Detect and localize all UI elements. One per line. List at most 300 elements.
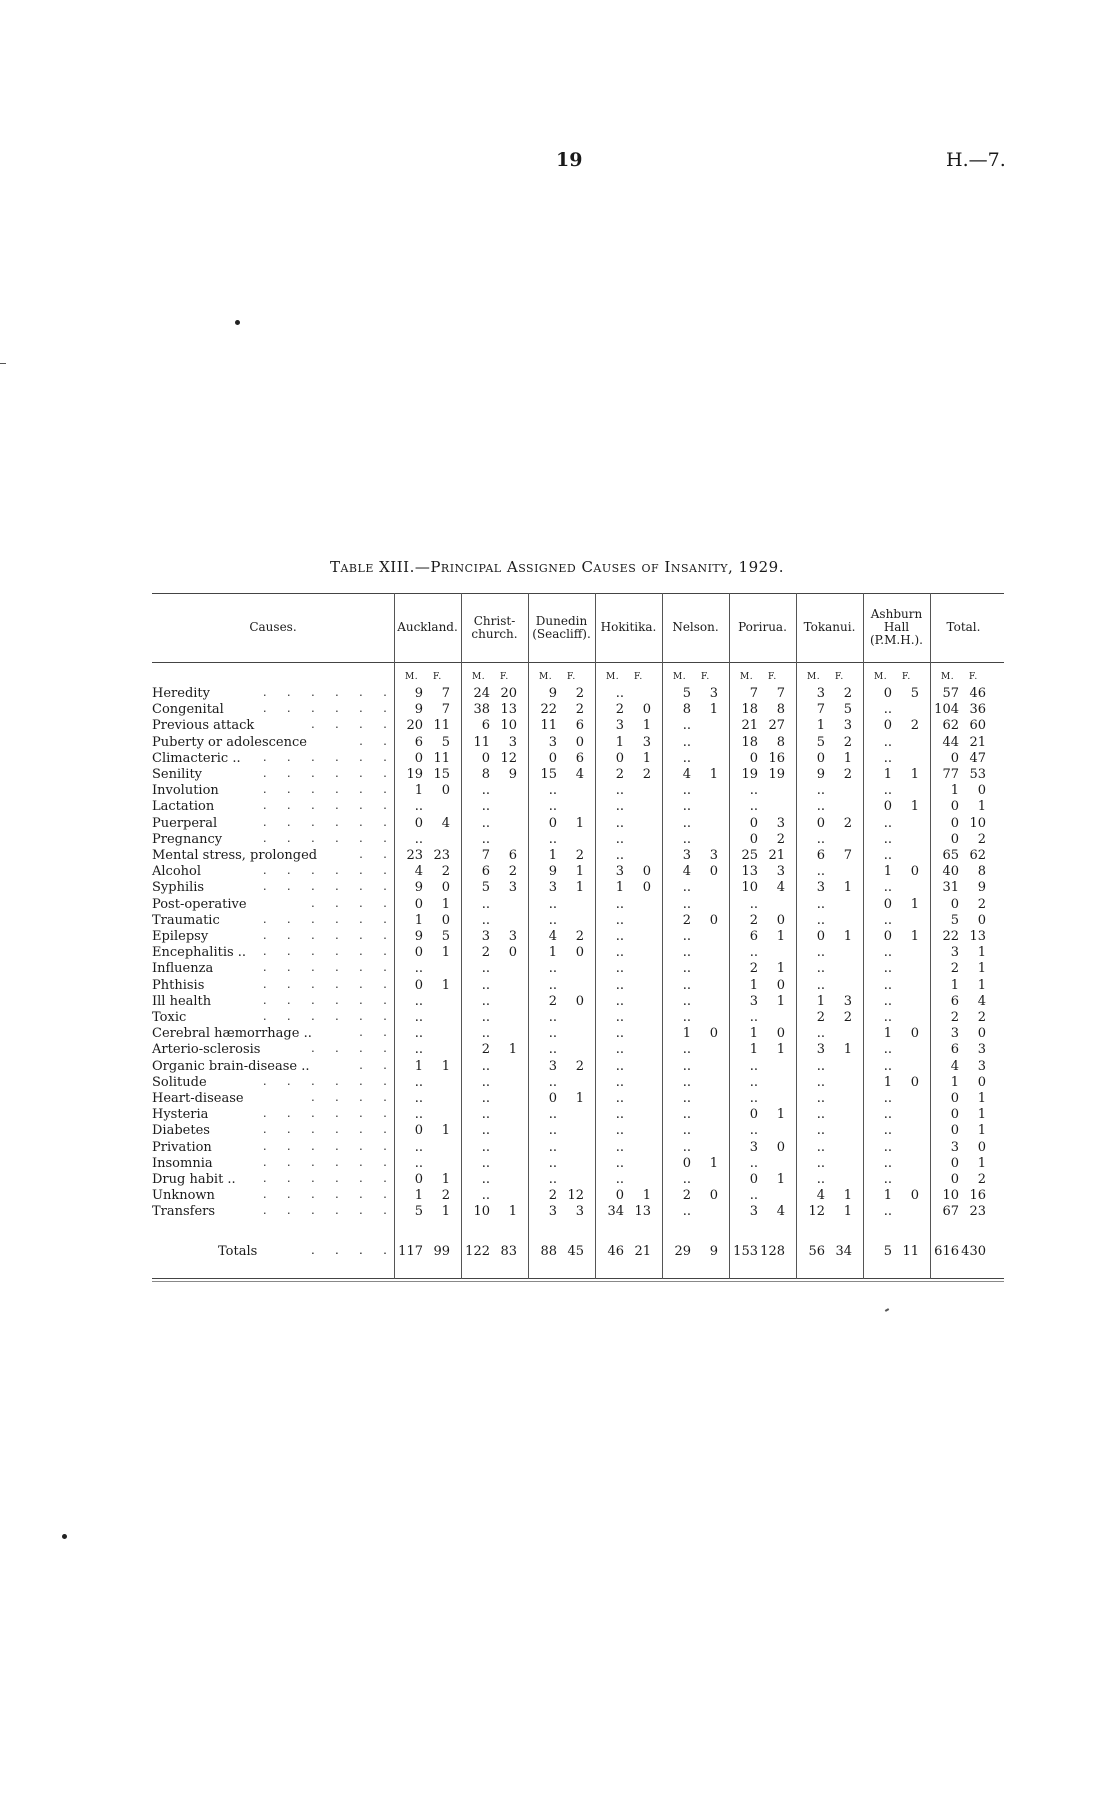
cell-dunedin-male: 2 [548,1188,557,1204]
cell-auckland-male: 1 [414,1058,423,1074]
cell-total-male: 1 [950,1074,959,1090]
dot-leaders: . . . . [309,898,394,910]
cell-christchurch-male: .. [481,896,490,912]
dot-leaders: . . [357,736,394,748]
cell-tokanui-male: 5 [816,734,825,750]
dot-leaders: . . . . . . [261,931,394,942]
table-row [152,848,1004,864]
table-row [152,735,1004,751]
cell-hokitika-male: 3 [615,718,624,734]
cell-total-male: 2 [950,1010,959,1025]
column-header-tokanui: Tokanui. [803,620,856,634]
cell-dunedin-male: 3 [548,734,557,750]
cell-auckland-male: 20 [406,718,423,734]
cell-nelson-male: 4 [682,767,691,782]
table-row [152,1010,1004,1026]
cause-label: Traumatic [152,912,220,928]
total-dunedin-female: 45 [567,1244,584,1259]
cell-tokanui-male: .. [816,864,825,880]
cell-ashburn-hall-female: 0 [910,1026,919,1042]
cell-nelson-male: .. [682,1091,691,1106]
cell-auckland-female: 1 [441,1204,450,1220]
cell-hokitika-female: 3 [642,734,651,750]
cell-porirua-female: 1 [776,1172,785,1187]
cell-total-male: 0 [950,750,959,766]
cell-hokitika-male: .. [615,686,624,701]
cell-christchurch-female: 6 [508,848,517,863]
cell-tokanui-male: 2 [816,1010,825,1025]
cell-tokanui-male: 3 [816,1042,825,1058]
cause-label: Encephalitis .. [152,945,247,961]
cell-ashburn-hall-male: 0 [883,799,892,815]
table-row [152,913,1004,929]
cell-dunedin-female: 6 [575,718,584,734]
cell-hokitika-male: .. [615,1091,624,1106]
cell-dunedin-male: .. [548,1010,557,1025]
dot-leaders: . . . . . . [261,1141,394,1153]
cell-tokanui-female: 1 [843,1204,852,1220]
sex-label-female: F. [500,672,509,682]
cell-tokanui-male: .. [816,799,825,815]
cell-christchurch-female: 9 [508,767,517,782]
sex-label-female: F. [969,672,978,682]
cause-label: Arterio-sclerosis [152,1042,261,1058]
cell-dunedin-male: 2 [548,993,557,1009]
total-hokitika-female: 21 [634,1244,651,1259]
dot-leaders: . . [357,1060,394,1072]
cell-ashburn-hall-female: 1 [910,896,919,912]
cell-dunedin-male: 11 [540,718,557,734]
column-header-porirua: Porirua. [738,620,787,634]
cell-dunedin-male: .. [548,1172,557,1187]
cell-auckland-female: 11 [433,718,450,734]
table-row [152,799,1004,815]
cell-tokanui-female: 1 [843,1188,852,1204]
cell-tokanui-female: 3 [843,993,852,1009]
dot-leaders: . . . . . . [261,1109,394,1121]
cell-dunedin-male: .. [548,961,557,977]
cell-total-male: 4 [950,1058,959,1074]
cell-porirua-male: 1 [749,977,758,993]
cell-auckland-female: 0 [441,880,450,896]
cell-ashburn-hall-male: .. [883,961,892,977]
cell-auckland-male: 0 [414,1172,423,1187]
cell-auckland-male: 9 [414,686,423,701]
cell-tokanui-male: .. [816,1058,825,1074]
cell-christchurch-male: 3 [481,929,490,944]
cell-hokitika-male: .. [615,945,624,961]
cell-dunedin-female: 6 [575,750,584,766]
cell-dunedin-male: .. [548,1155,557,1171]
cell-hokitika-male: .. [615,912,624,928]
cell-christchurch-male: .. [481,1155,490,1171]
cell-hokitika-male: 1 [615,880,624,896]
cell-porirua-male: 3 [749,993,758,1009]
table-row [152,945,1004,961]
cell-auckland-male: .. [414,1155,423,1171]
cell-dunedin-male: .. [548,1123,557,1139]
cell-auckland-male: .. [414,961,423,977]
cell-christchurch-male: 24 [473,686,490,701]
cause-label: Puberty or adolescence [152,734,307,750]
dot-leaders: . . . . . . [261,1125,394,1137]
cell-tokanui-male: 9 [816,767,825,782]
dot-leaders: . . . . . . [261,1076,394,1088]
cell-auckland-male: 0 [414,750,423,766]
dot-leaders: . . [357,1028,394,1040]
cell-auckland-male: 4 [414,864,423,880]
cell-total-male: 57 [942,686,959,701]
dot-leaders: . . . . . . [261,688,394,699]
sex-label-male: M. [606,672,620,682]
cell-dunedin-male: .. [548,896,557,912]
cell-auckland-male: 19 [406,767,423,782]
table-row [152,1059,1004,1075]
cell-nelson-male: .. [682,1139,691,1155]
table-row [152,783,1004,799]
cell-total-female: 23 [969,1204,986,1220]
sex-label-female: F. [701,672,710,682]
cell-nelson-female: 3 [709,848,718,863]
cell-porirua-male: 1 [749,1042,758,1058]
cell-porirua-male: 0 [749,831,758,847]
cell-christchurch-male: 6 [481,864,490,880]
cell-total-male: 10 [942,1188,959,1204]
cell-christchurch-female: 3 [508,880,517,896]
cell-nelson-male: .. [682,880,691,896]
cell-auckland-female: 2 [441,864,450,880]
cell-christchurch-male: 5 [481,880,490,896]
cell-hokitika-male: .. [615,1026,624,1042]
cell-total-female: 1 [977,799,986,815]
cell-ashburn-hall-male: .. [883,1204,892,1220]
cause-label: Solitude [152,1074,207,1090]
cell-tokanui-female: 3 [843,718,852,734]
dot-leaders: . . . . . . [261,785,394,797]
cell-nelson-male: .. [682,977,691,993]
cell-total-female: 10 [969,815,986,831]
cell-total-male: 0 [950,1155,959,1171]
cell-total-female: 13 [969,929,986,944]
dot-leaders: . . . . . . [261,1157,394,1169]
cell-ashburn-hall-female: 0 [910,1074,919,1090]
cell-christchurch-male: .. [481,977,490,993]
cell-hokitika-female: 13 [634,1204,651,1220]
cell-dunedin-male: .. [548,783,557,799]
cell-porirua-female: 19 [768,767,785,782]
total-porirua-female: 128 [760,1244,785,1259]
cell-dunedin-male: .. [548,912,557,928]
dot-leaders: . . . . . . [261,979,394,991]
cell-total-male: 77 [942,767,959,782]
cell-auckland-female: 5 [441,734,450,750]
cell-hokitika-female: 1 [642,750,651,766]
cell-tokanui-male: .. [816,783,825,799]
cell-dunedin-male: 9 [548,864,557,880]
cell-dunedin-female: 2 [575,929,584,944]
cell-auckland-male: 9 [414,702,423,718]
cell-auckland-female: 1 [441,896,450,912]
cause-label: Phthisis [152,977,205,993]
cell-tokanui-male: 0 [816,750,825,766]
table-row [152,1172,1004,1188]
cell-auckland-female: 1 [441,1058,450,1074]
cell-ashburn-hall-male: .. [883,977,892,993]
cell-porirua-male: .. [749,1058,758,1074]
dot-leaders: . . . . . . [261,1206,394,1218]
cause-label: Lactation [152,799,215,815]
cell-nelson-female: 0 [709,864,718,880]
cell-total-female: 1 [977,1091,986,1106]
cell-hokitika-female: 1 [642,718,651,734]
cell-hokitika-male: .. [615,1042,624,1058]
total-ashburn-hall-male: 5 [883,1244,892,1259]
cell-auckland-male: .. [414,831,423,847]
cell-tokanui-male: 1 [816,718,825,734]
cell-nelson-male: 2 [682,912,691,928]
cell-total-female: 1 [977,1123,986,1139]
table-row [152,1123,1004,1139]
table-row [152,994,1004,1010]
table-row [152,1204,1004,1220]
cell-total-male: 67 [942,1204,959,1220]
cause-label: Epilepsy [152,929,209,944]
dot-leaders: . . . . . . [261,995,394,1007]
cell-tokanui-male: 0 [816,815,825,831]
cause-label: Congenital [152,702,224,718]
cell-tokanui-male: .. [816,1074,825,1090]
cell-tokanui-male: .. [816,831,825,847]
cell-tokanui-female: 2 [843,1010,852,1025]
cell-christchurch-male: .. [481,815,490,831]
cell-total-male: 0 [950,1123,959,1139]
cell-dunedin-female: 4 [575,767,584,782]
cell-porirua-male: 1 [749,1026,758,1042]
cell-christchurch-male: .. [481,783,490,799]
cell-hokitika-male: 1 [615,734,624,750]
cell-christchurch-male: .. [481,1107,490,1123]
cell-dunedin-female: 3 [575,1204,584,1220]
cell-hokitika-male: .. [615,1010,624,1025]
table-row [152,767,1004,783]
cell-nelson-male: .. [682,799,691,815]
column-header-christchurch: Christ- church. [471,613,518,641]
cause-label: Puerperal [152,815,218,831]
cell-christchurch-male: .. [481,961,490,977]
sex-label-female: F. [768,672,777,682]
cell-hokitika-male: .. [615,1107,624,1123]
cell-tokanui-male: 12 [808,1204,825,1220]
cell-ashburn-hall-male: .. [883,702,892,718]
cell-christchurch-male: .. [481,993,490,1009]
cell-christchurch-male: 7 [481,848,490,863]
cause-label: Heart-disease [152,1091,244,1106]
cell-hokitika-male: .. [615,929,624,944]
cell-porirua-male: .. [749,896,758,912]
cell-nelson-female: 0 [709,912,718,928]
total-porirua-male: 153 [733,1244,758,1259]
cell-auckland-male: 1 [414,783,423,799]
cell-tokanui-male: .. [816,977,825,993]
cell-nelson-male: .. [682,993,691,1009]
table-row [152,880,1004,896]
cell-dunedin-male: .. [548,831,557,847]
cell-auckland-female: 1 [441,1172,450,1187]
cell-porirua-male: 0 [749,750,758,766]
cell-christchurch-male: 38 [473,702,490,718]
cell-auckland-female: 0 [441,783,450,799]
cell-auckland-male: 5 [414,1204,423,1220]
cell-ashburn-hall-male: .. [883,783,892,799]
cell-tokanui-female: 1 [843,1042,852,1058]
cause-label: Hysteria [152,1107,209,1123]
sex-label-female: F. [902,672,911,682]
cell-auckland-male: .. [414,1074,423,1090]
cell-christchurch-male: .. [481,1139,490,1155]
cell-dunedin-male: .. [548,1074,557,1090]
cell-dunedin-female: 0 [575,734,584,750]
cell-total-male: 6 [950,993,959,1009]
cell-porirua-male: .. [749,783,758,799]
cell-tokanui-male: 6 [816,848,825,863]
cell-porirua-male: 2 [749,912,758,928]
cell-dunedin-female: 1 [575,864,584,880]
cell-total-male: 0 [950,896,959,912]
cell-tokanui-male: .. [816,896,825,912]
cell-tokanui-female: 2 [843,734,852,750]
cell-nelson-male: .. [682,815,691,831]
cell-dunedin-female: 12 [567,1188,584,1204]
cell-nelson-male: .. [682,1074,691,1090]
cell-ashburn-hall-female: 1 [910,767,919,782]
cell-nelson-male: .. [682,1042,691,1058]
cell-auckland-male: 9 [414,880,423,896]
totals-label: Totals [218,1244,258,1259]
cell-hokitika-male: .. [615,977,624,993]
table-title: Table XIII.—Principal Assigned Causes of Insanity, 1929. [329,558,784,576]
cell-nelson-male: .. [682,750,691,766]
dot-leaders: . . . . . . [261,866,394,878]
cell-porirua-male: 19 [741,767,758,782]
cell-total-male: 0 [950,815,959,831]
cell-total-male: 31 [942,880,959,896]
cell-auckland-female: 7 [441,702,450,718]
cell-auckland-male: 0 [414,815,423,831]
cell-tokanui-male: .. [816,1172,825,1187]
cell-ashburn-hall-male: 0 [883,718,892,734]
cell-christchurch-female: 1 [508,1042,517,1058]
cell-total-male: 104 [934,702,959,718]
cell-porirua-female: 27 [768,718,785,734]
cause-label: Heredity [152,686,210,701]
column-header-auckland: Auckland. [397,620,458,634]
cell-total-male: 2 [950,961,959,977]
cell-dunedin-male: 1 [548,945,557,961]
cell-ashburn-hall-male: .. [883,831,892,847]
cell-dunedin-male: 0 [548,750,557,766]
table-row [152,1156,1004,1172]
cell-nelson-male: 8 [682,702,691,718]
cell-total-male: 1 [950,977,959,993]
cell-christchurch-female: 0 [508,945,517,961]
table-rule [152,1281,1004,1282]
cell-auckland-female: 7 [441,686,450,701]
total-christchurch-male: 122 [465,1244,490,1259]
cell-nelson-male: .. [682,929,691,944]
cell-ashburn-hall-male: .. [883,1091,892,1106]
dot-leaders: . . . . . . [261,963,394,975]
cell-hokitika-male: .. [615,799,624,815]
sex-label-female: F. [835,672,844,682]
dot-leaders: . . . . [309,1093,394,1104]
dot-leaders: . . . . . . [261,1190,394,1202]
cell-total-male: 44 [942,734,959,750]
cell-dunedin-male: 3 [548,1204,557,1220]
cell-total-female: 46 [969,686,986,701]
sex-label-male: M. [740,672,754,682]
cell-total-female: 53 [969,767,986,782]
cell-auckland-female: 1 [441,945,450,961]
sex-label-male: M. [874,672,888,682]
cell-total-male: 6 [950,1042,959,1058]
cell-nelson-male: .. [682,783,691,799]
page-number: 19 [556,149,583,171]
cell-christchurch-male: .. [481,1188,490,1204]
table-row [152,832,1004,848]
cell-tokanui-male: 3 [816,686,825,701]
cell-porirua-female: 1 [776,1107,785,1123]
cell-porirua-male: .. [749,1010,758,1025]
total-tokanui-male: 56 [808,1244,825,1259]
table-row [152,1140,1004,1156]
dot-leaders: . . . . . . [261,704,394,716]
cell-nelson-female: 1 [709,1155,718,1171]
cell-ashburn-hall-female: 0 [910,864,919,880]
cell-nelson-female: 0 [709,1188,718,1204]
dot-leaders: . . . . . . [261,752,394,764]
cell-porirua-male: .. [749,945,758,961]
sex-label-male: M. [807,672,821,682]
cell-tokanui-female: 1 [843,929,852,944]
cell-hokitika-male: .. [615,848,624,863]
cell-nelson-male: .. [682,718,691,734]
causes-header: Causes. [249,620,297,634]
cell-total-female: 60 [969,718,986,734]
cell-christchurch-male: .. [481,831,490,847]
table-row [152,816,1004,832]
cell-porirua-male: .. [749,1123,758,1139]
cell-porirua-female: 1 [776,961,785,977]
cell-christchurch-male: .. [481,1058,490,1074]
cell-ashburn-hall-male: .. [883,1010,892,1025]
cell-porirua-female: 8 [776,734,785,750]
cell-christchurch-male: .. [481,799,490,815]
cell-total-female: 9 [977,880,986,896]
cell-hokitika-male: .. [615,783,624,799]
table-row [152,686,1004,702]
cell-auckland-male: .. [414,1139,423,1155]
cell-nelson-male: .. [682,831,691,847]
cause-label: Ill health [152,993,212,1009]
cell-auckland-male: .. [414,1010,423,1025]
cell-nelson-male: 3 [682,848,691,863]
cell-porirua-female: 3 [776,864,785,880]
cell-auckland-male: .. [414,993,423,1009]
cell-ashburn-hall-male: .. [883,734,892,750]
cell-tokanui-female: 2 [843,815,852,831]
cell-christchurch-female: 3 [508,929,517,944]
table-row [152,978,1004,994]
